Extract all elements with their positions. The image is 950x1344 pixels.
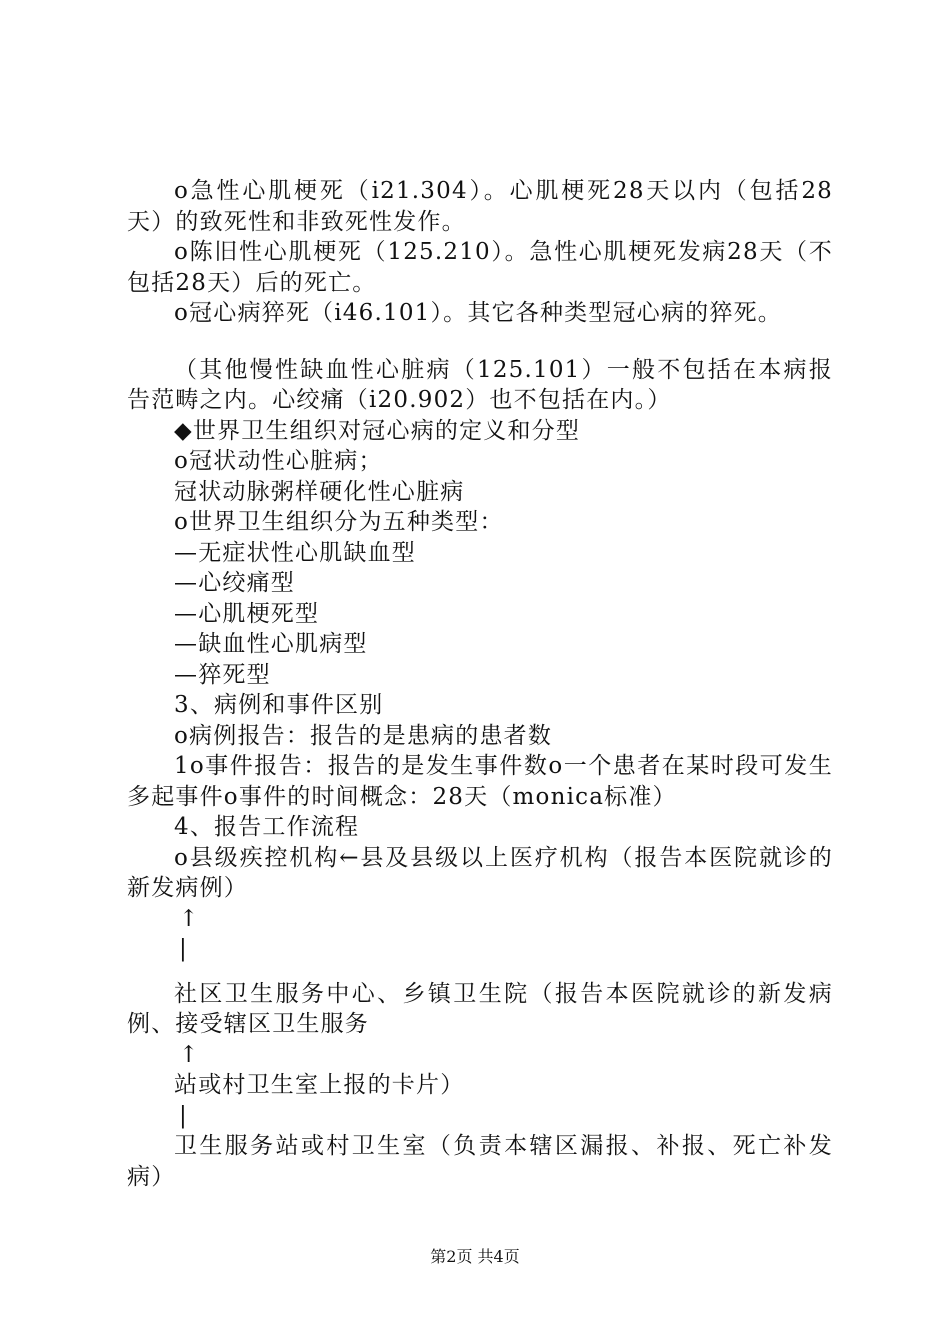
paragraph: 卫生服务站或村卫生室（负责本辖区漏报、补报、死亡补发病） [127, 1133, 833, 1190]
spacer [127, 329, 833, 355]
page-footer: 第2页 共4页 [430, 1247, 520, 1266]
vertical-line: | [179, 936, 188, 962]
paragraph: 站或村卫生室上报的卡片） [174, 1072, 465, 1098]
paragraph: o冠状动性心脏病； [174, 448, 383, 474]
section-heading: 3、病例和事件区别 [174, 692, 384, 718]
paragraph: o冠心病猝死（i46.101）。其它各种类型冠心病的猝死。 [174, 300, 782, 326]
paragraph: 社区卫生服务中心、乡镇卫生院（报告本医院就诊的新发病例、接受辖区卫生服务 [127, 980, 833, 1037]
list-item: —缺血性心肌病型 [174, 631, 368, 657]
up-arrow: ↑ [179, 905, 200, 932]
list-item: —心肌梗死型 [174, 600, 320, 627]
paragraph: o陈旧性心肌梗死（125.210）。急性心肌梗死发病28天（不包括28天）后的死亡。 [127, 239, 833, 296]
section-heading: 4、报告工作流程 [174, 814, 360, 840]
paragraph: 1o事件报告：报告的是发生事件数o一个患者在某时段可发生多起事件o事件的时间概念：28天（monica标准） [127, 753, 833, 810]
paragraph: ◆世界卫生组织对冠心病的定义和分型 [174, 417, 581, 444]
list-item: —无症状性心肌缺血型 [174, 539, 416, 566]
paragraph: （其他慢性缺血性心脏病（125.101）一般不包括在本病报告范畴之内。心绞痛（i20.902）也不包括在内。） [127, 356, 833, 413]
paragraph: o病例报告：报告的是患病的患者数 [174, 722, 553, 749]
vertical-line: | [179, 1102, 188, 1129]
spacer [127, 965, 833, 979]
paragraph: 冠状动脉粥样硬化性心脏病 [174, 478, 465, 505]
body-text [127, 176, 833, 1192]
up-arrow: ↑ [179, 1041, 200, 1068]
list-item: —心绞痛型 [174, 570, 295, 596]
paragraph: o县级疾控机构←县及县级以上医疗机构（报告本医院就诊的新发病例） [127, 844, 833, 901]
list-item: —猝死型 [174, 661, 271, 688]
paragraph: o急性心肌梗死（i21.304）。心肌梗死28天以内（包括28天）的致死性和非致死性发作。 [127, 178, 833, 235]
paragraph: o世界卫生组织分为五种类型： [174, 509, 504, 535]
